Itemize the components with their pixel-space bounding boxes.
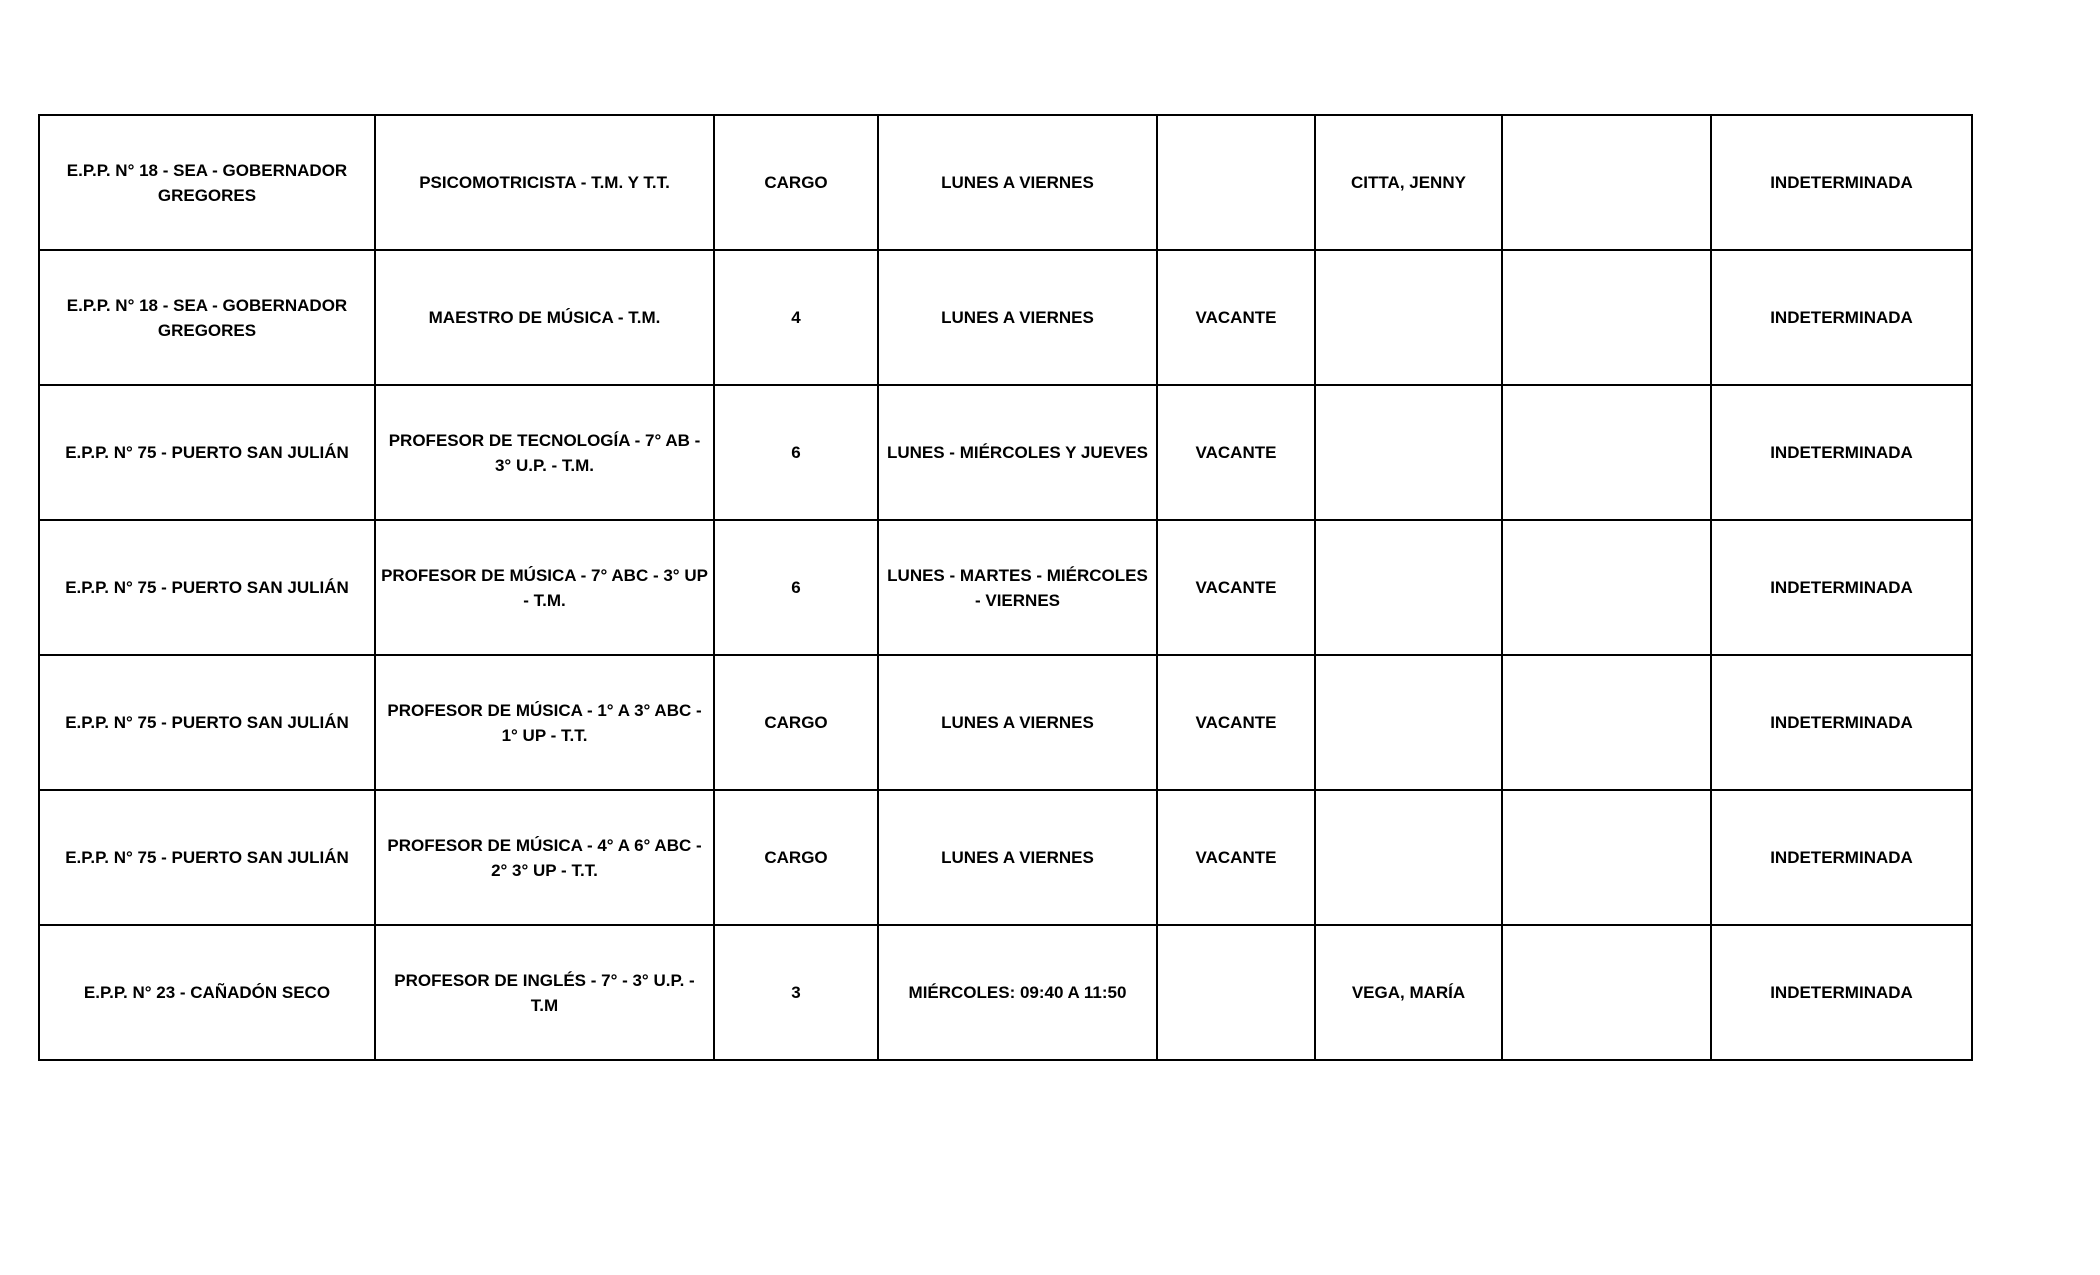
holder-cell xyxy=(1315,385,1502,520)
status-cell: VACANTE xyxy=(1157,790,1315,925)
term-cell: INDETERMINADA xyxy=(1711,655,1972,790)
table-row xyxy=(39,385,1972,520)
status-cell: VACANTE xyxy=(1157,250,1315,385)
hours-cell: 3 xyxy=(714,925,878,1060)
schedule-cell: LUNES A VIERNES xyxy=(878,790,1157,925)
blank-cell xyxy=(1502,520,1711,655)
school-cell: E.P.P. N° 18 - SEA - GOBERNADOR GREGORES xyxy=(39,250,375,385)
school-cell: E.P.P. N° 75 - PUERTO SAN JULIÁN xyxy=(39,385,375,520)
table-row xyxy=(39,250,1972,385)
holder-cell xyxy=(1315,520,1502,655)
blank-cell xyxy=(1502,655,1711,790)
blank-cell xyxy=(1502,115,1711,250)
position-cell: PROFESOR DE INGLÉS - 7° - 3° U.P. - T.M xyxy=(375,925,714,1060)
table-row xyxy=(39,790,1972,925)
position-cell: PSICOMOTRICISTA - T.M. Y T.T. xyxy=(375,115,714,250)
position-cell: PROFESOR DE MÚSICA - 1° A 3° ABC - 1° UP - T.T. xyxy=(375,655,714,790)
term-cell: INDETERMINADA xyxy=(1711,790,1972,925)
status-cell xyxy=(1157,115,1315,250)
schedule-cell: LUNES A VIERNES xyxy=(878,655,1157,790)
holder-cell xyxy=(1315,790,1502,925)
school-cell: E.P.P. N° 75 - PUERTO SAN JULIÁN xyxy=(39,520,375,655)
table-row xyxy=(39,520,1972,655)
schedule-cell: MIÉRCOLES: 09:40 A 11:50 xyxy=(878,925,1157,1060)
status-cell xyxy=(1157,925,1315,1060)
term-cell: INDETERMINADA xyxy=(1711,250,1972,385)
blank-cell xyxy=(1502,790,1711,925)
holder-cell: CITTA, JENNY xyxy=(1315,115,1502,250)
position-cell: PROFESOR DE MÚSICA - 7° ABC - 3° UP - T.M. xyxy=(375,520,714,655)
school-cell: E.P.P. N° 75 - PUERTO SAN JULIÁN xyxy=(39,790,375,925)
position-cell: MAESTRO DE MÚSICA - T.M. xyxy=(375,250,714,385)
schedule-cell: LUNES - MARTES - MIÉRCOLES - VIERNES xyxy=(878,520,1157,655)
status-cell: VACANTE xyxy=(1157,520,1315,655)
hours-cell: 4 xyxy=(714,250,878,385)
table-row xyxy=(39,655,1972,790)
status-cell: VACANTE xyxy=(1157,385,1315,520)
holder-cell xyxy=(1315,655,1502,790)
vacancy-table xyxy=(38,114,1973,1061)
term-cell: INDETERMINADA xyxy=(1711,385,1972,520)
table-row xyxy=(39,925,1972,1060)
blank-cell xyxy=(1502,385,1711,520)
status-cell: VACANTE xyxy=(1157,655,1315,790)
hours-cell: CARGO xyxy=(714,655,878,790)
blank-cell xyxy=(1502,925,1711,1060)
holder-cell xyxy=(1315,250,1502,385)
school-cell: E.P.P. N° 18 - SEA - GOBERNADOR GREGORES xyxy=(39,115,375,250)
term-cell: INDETERMINADA xyxy=(1711,925,1972,1060)
hours-cell: CARGO xyxy=(714,790,878,925)
term-cell: INDETERMINADA xyxy=(1711,115,1972,250)
position-cell: PROFESOR DE TECNOLOGÍA - 7° AB - 3° U.P. - T.M. xyxy=(375,385,714,520)
schedule-cell: LUNES - MIÉRCOLES Y JUEVES xyxy=(878,385,1157,520)
schedule-cell: LUNES A VIERNES xyxy=(878,250,1157,385)
schedule-cell: LUNES A VIERNES xyxy=(878,115,1157,250)
position-cell: PROFESOR DE MÚSICA - 4° A 6° ABC - 2° 3° UP - T.T. xyxy=(375,790,714,925)
hours-cell: CARGO xyxy=(714,115,878,250)
holder-cell: VEGA, MARÍA xyxy=(1315,925,1502,1060)
blank-cell xyxy=(1502,250,1711,385)
hours-cell: 6 xyxy=(714,385,878,520)
hours-cell: 6 xyxy=(714,520,878,655)
school-cell: E.P.P. N° 75 - PUERTO SAN JULIÁN xyxy=(39,655,375,790)
school-cell: E.P.P. N° 23 - CAÑADÓN SECO xyxy=(39,925,375,1060)
table-row xyxy=(39,115,1972,250)
term-cell: INDETERMINADA xyxy=(1711,520,1972,655)
